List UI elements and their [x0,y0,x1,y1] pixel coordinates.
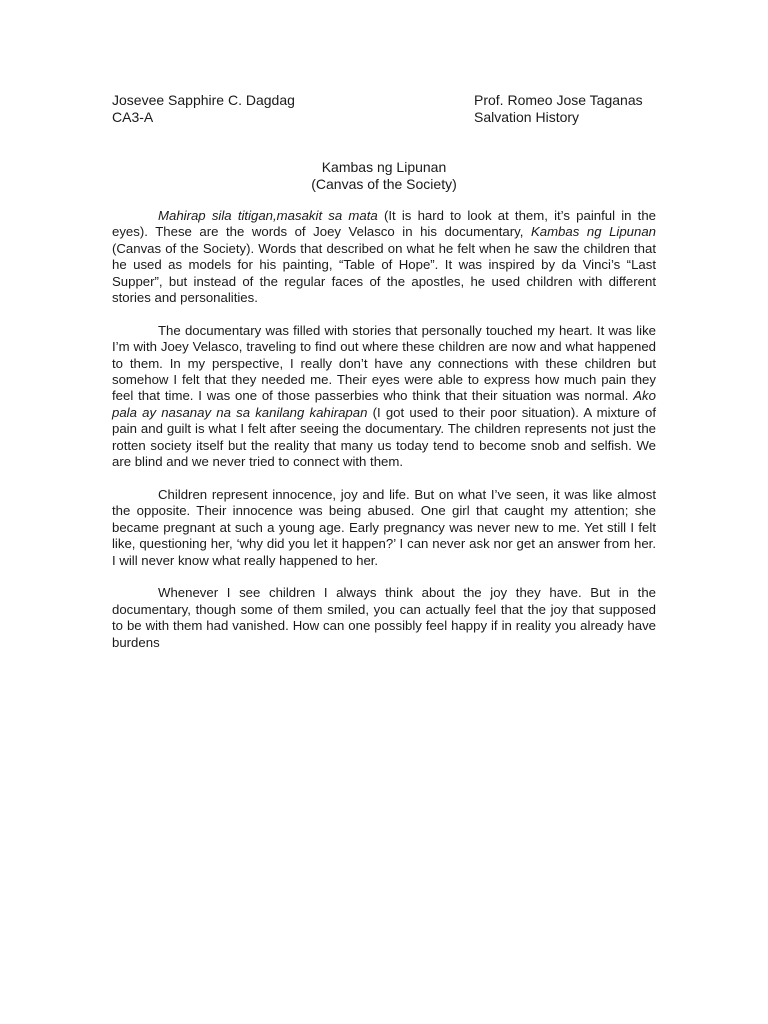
paragraph-1-italic-open: Mahirap sila titigan,masakit sa mata [158,208,378,223]
subject-name: Salvation History [474,109,580,125]
essay-title [112,159,656,193]
course-info [474,92,694,126]
student-info [112,92,412,126]
paragraph-4 [112,585,656,651]
paragraph-1-text-b: (Canvas of the Society). Words that described on what he felt when he saw the children that he used as models for his painting, “Table of Hope”. It was inspired by da Vinci’s “Last Supper”, but instead of the regular faces of the apostles, he used children with different stories and personalities. [112,240,656,306]
essay-body [112,208,656,667]
essay-title-subtitle: (Canvas of the Society) [311,176,457,192]
paragraph-2-italic: Ako pala ay nasanay na sa kanilang kahirapan [112,388,656,420]
paragraph-1 [112,208,656,306]
student-section: CA3-A [112,109,154,125]
paragraph-1-italic-title: Kambas ng Lipunan [530,224,657,240]
paragraph-3 [112,487,656,569]
paragraph-3-text: Children represent innocence, joy and life. But on what I’ve seen, it was like almost the opposite. Their innocence was being abused. One girl that caught my attention; she became pregnant at such a young age. Early pregnancy was never new to me. Yet still I felt like, questioning her, ‘why did you let it happen?’ I can never ask nor get an answer from her. I will never know what really happened to her. [112,486,656,568]
paragraph-2 [112,323,656,471]
paragraph-2-text-b: (I got used to their poor situation). A mixture of pain and guilt is what I felt after seeing the documentary. The children represents not just the rotten society itself but the reality that many us today tend to become snob and selfish. We are blind and we never tried to connect with them. [112,404,656,470]
professor-name: Prof. Romeo Jose Taganas [474,92,643,108]
student-name: Josevee Sapphire C. Dagdag [112,92,295,108]
paragraph-1-text-a: (It is hard to look at them, it’s painful in the eyes). These are the words of Joey Velasco in his documentary, [112,208,657,240]
paragraph-4-text: Whenever I see children I always think about the joy they have. But in the documentary, though some of them smiled, you can actually feel that the joy that supposed to be with them had vanished. How can one possibly feel happy if in reality you already have burdens [112,585,656,650]
essay-title-main: Kambas ng Lipunan [321,159,447,175]
paragraph-2-text-a: The documentary was filled with stories that personally touched my heart. It was like I’m with Joey Velasco, traveling to find out where these children are now and what happened to them. In my perspective, I really don’t have any connections with these children but somehow I felt that they needed me. Their eyes were able to express how much pain they feel that time. I was one of those passerbies who think that their situation was normal. [112,322,656,404]
